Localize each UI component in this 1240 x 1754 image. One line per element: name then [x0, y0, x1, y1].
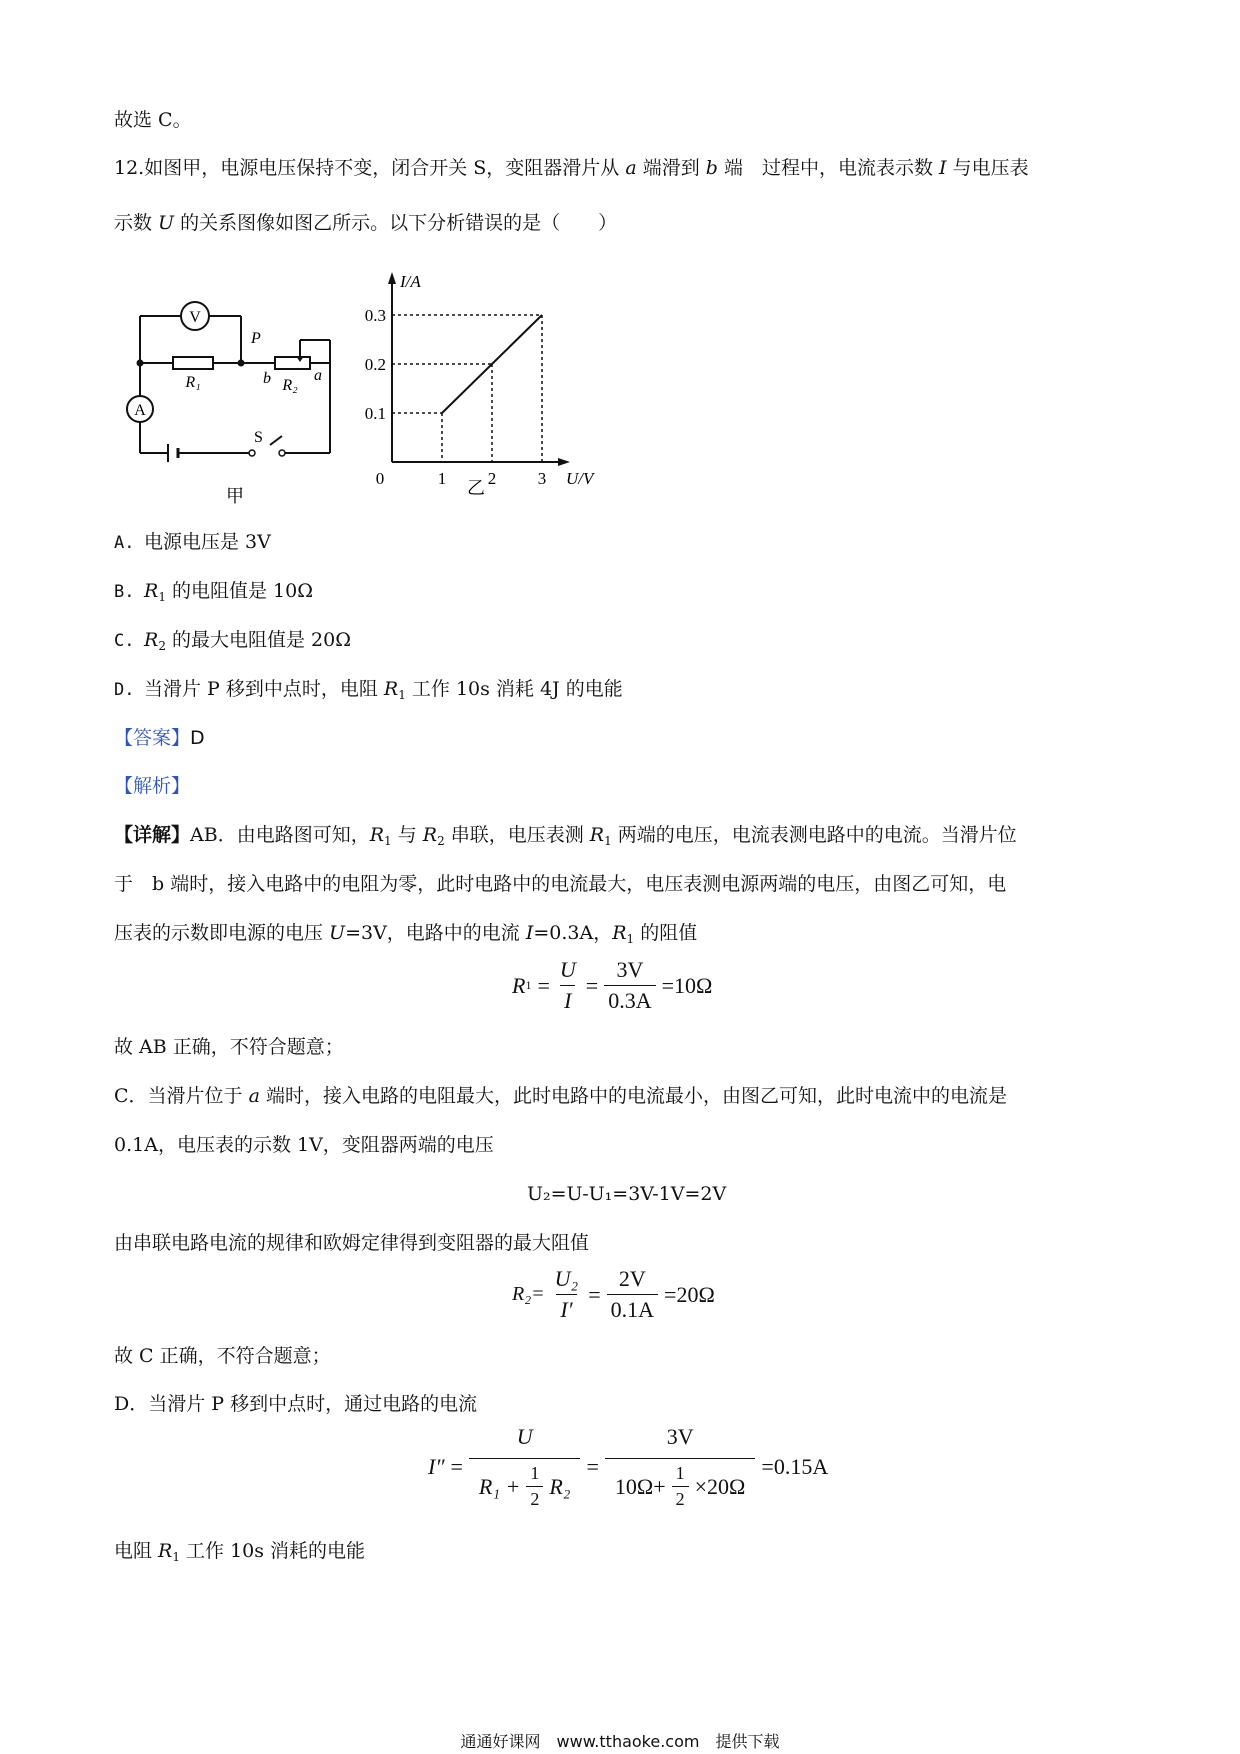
q-var-a: a — [625, 157, 637, 179]
frac-num: U — [559, 957, 576, 982]
frac-den: 0.3A — [604, 985, 655, 1014]
detail-c-line-2: 0.1A，电压表的示数 1V，变阻器两端的电压 — [114, 1134, 494, 1156]
option-letter: B. — [114, 582, 135, 602]
answer-line — [114, 727, 205, 750]
formula-eq: = — [537, 972, 550, 998]
formula-result: =20Ω — [664, 1281, 715, 1307]
frac-den — [605, 1458, 756, 1510]
analysis-line — [114, 775, 190, 798]
detail-label: 【详解】 — [114, 824, 191, 846]
ammeter-label: A — [134, 402, 146, 419]
circuit-caption: 甲 — [226, 486, 244, 506]
r1-label: R₁ — [185, 374, 201, 391]
detail-c-ok: 故 C 正确，不符合题意； — [114, 1345, 331, 1367]
frac-den: I — [560, 985, 575, 1014]
voltmeter-label: V — [189, 309, 201, 326]
x-axis-label: U/V — [566, 469, 594, 488]
formula-result: =10Ω — [661, 972, 713, 998]
slider-label: P — [251, 330, 261, 347]
fraction — [551, 1266, 583, 1323]
detail-c-line-1 — [114, 1085, 1007, 1108]
fraction — [607, 1266, 658, 1323]
option-d — [114, 678, 623, 702]
option-letter: C. — [114, 631, 135, 651]
q-var-u: U — [158, 212, 175, 234]
question-line-2 — [114, 212, 617, 235]
formula-result: =0.15A — [761, 1454, 829, 1479]
den-part: R₁ + — [478, 1473, 521, 1499]
option-text: 的最大电阻值是 20Ω — [165, 629, 351, 651]
q-text: 端滑到 — [636, 157, 706, 179]
frac-den: 2 — [672, 1486, 689, 1510]
circuit-diagram — [110, 270, 350, 510]
half-fraction — [672, 1463, 689, 1510]
detail-text: 的阻值 — [634, 922, 698, 944]
q-text: 的关系图像如图乙所示。以下分析错误的是（ ） — [174, 212, 618, 234]
y-tick-label: 0.3 — [364, 306, 386, 325]
option-var: R — [383, 678, 399, 700]
formula-eq: = — [450, 1454, 463, 1479]
detail-line-3: 压表的示数即电源的电压 U=3V，电路中的电流 I=0.3A，$R_1$ 的阻值 — [114, 922, 698, 946]
option-var: R — [144, 629, 159, 651]
detail-text: =3V，电路中的电流 — [345, 922, 526, 944]
den-part: 10Ω+ — [614, 1473, 666, 1499]
frac-num: 1 — [675, 1463, 685, 1483]
x-tick-label: 3 — [537, 469, 547, 488]
option-a — [114, 531, 271, 554]
formula-r2 — [512, 1266, 715, 1323]
r2-label: R₂ — [282, 377, 298, 394]
frac-num: 3V — [616, 957, 644, 982]
detail-line-2: 于 b 端时，接入电路中的电阻为零，此时电路中的电流最大，电压表测电源两端的电压，由图乙可知，电 — [114, 873, 1007, 895]
switch-label: S — [254, 429, 263, 446]
formula-sub: 1 — [525, 978, 532, 992]
den-part: ×20Ω — [694, 1473, 746, 1499]
q-text: 12.如图甲，电源电压保持不变，闭合开关 S，变阻器滑片从 — [114, 157, 626, 179]
formula-u2: U₂=U-U₁=3V-1V=2V — [527, 1183, 727, 1205]
option-letter: A. — [114, 533, 135, 553]
frac-num: 1 — [530, 1463, 540, 1483]
detail-text: 工作 10s 消耗的电能 — [180, 1540, 366, 1562]
option-sub: 2 — [158, 639, 166, 653]
y-tick-label: 0.1 — [364, 404, 386, 423]
question-line-1 — [114, 157, 1029, 180]
y-axis-label: I/A — [400, 272, 421, 291]
option-var: R — [144, 580, 159, 602]
frac-den: 0.1A — [607, 1294, 658, 1323]
detail-c-line-3: 由串联电路电流的规律和欧姆定律得到变阻器的最大阻值 — [114, 1232, 590, 1254]
detail-text: =0.3A， — [533, 922, 613, 944]
answer-value: D — [190, 727, 205, 749]
detail-var: a — [248, 1085, 260, 1107]
series-line — [442, 315, 542, 413]
formula-lhs: I″ — [428, 1454, 445, 1479]
option-text: 电源电压是 3V — [144, 531, 271, 553]
end-b-label: b — [263, 370, 271, 387]
option-b — [114, 580, 313, 604]
option-text: 的电阻值是 10Ω — [165, 580, 313, 602]
x-tick-label: 0 — [375, 469, 385, 488]
option-sub: 1 — [398, 688, 406, 702]
detail-text: 与 — [391, 824, 423, 846]
half-fraction — [526, 1463, 543, 1510]
formula-lhs: R₂= — [512, 1283, 545, 1305]
detail-line-1: 【详解】AB．由电路图可知，$R_1$ 与 $R_2$ 串联，电压表测 $R_1$ 两端的电压，电流表测电路中的电流。当滑片位 — [114, 824, 1017, 848]
end-a-label: a — [314, 367, 322, 384]
detail-ab-ok: 故 AB 正确，不符合题意； — [114, 1036, 344, 1058]
frac-den: I′ — [556, 1294, 576, 1323]
page-footer: 通通好课网 www.tthaoke.com 提供下载 — [460, 1732, 780, 1751]
detail-text: 端时，接入电路的电阻最大，此时电路中的电流最小，由图乙可知，此时电流中的电流是 — [259, 1085, 1007, 1107]
frac-num: 3V — [666, 1424, 694, 1449]
frac-num: U — [516, 1424, 533, 1449]
formula-eq: = — [585, 972, 599, 998]
analysis-label: 【解析】 — [114, 775, 191, 797]
x-tick-label: 2 — [487, 469, 497, 488]
fraction — [604, 957, 655, 1014]
fraction — [605, 1424, 756, 1510]
den-part: R₂ — [549, 1473, 571, 1499]
detail-text: 串联，电压表测 — [444, 824, 590, 846]
detail-text: C．当滑片位于 — [114, 1085, 249, 1107]
fraction — [556, 957, 580, 1014]
detail-text: 两端的电压，电流表测电路中的电流。当滑片位 — [611, 824, 1017, 846]
q-var-i: I — [939, 157, 947, 179]
frac-num: U₂ — [554, 1266, 579, 1291]
option-letter: D. — [114, 680, 135, 700]
formula-eq: = — [586, 1454, 599, 1479]
q-text: 端 过程中，电流表示数 — [717, 157, 940, 179]
y-tick-label: 0.2 — [364, 355, 386, 374]
q-text: 与电压表 — [946, 157, 1029, 179]
x-tick-label: 1 — [437, 469, 447, 488]
option-text: 当滑片 P 移到中点时，电阻 — [144, 678, 384, 700]
answer-label: 【答案】 — [114, 727, 191, 749]
graph-caption: 乙 — [467, 478, 485, 498]
option-text: 工作 10s 消耗 4J 的电能 — [405, 678, 623, 700]
detail-d-line-1: D．当滑片 P 移到中点时，通过电路的电流 — [114, 1393, 478, 1415]
q-var-b: b — [705, 157, 718, 179]
fraction — [469, 1424, 581, 1510]
formula-r1 — [512, 957, 712, 1014]
option-sub: 1 — [158, 590, 166, 604]
detail-var: I — [525, 922, 534, 944]
formula-current — [428, 1424, 828, 1510]
frac-den — [469, 1458, 581, 1510]
formula-lhs: R — [512, 972, 526, 998]
frac-den: 2 — [526, 1486, 543, 1510]
detail-text: 压表的示数即电源的电压 — [114, 922, 330, 944]
detail-text: AB．由电路图可知， — [190, 824, 370, 846]
option-c — [114, 629, 351, 653]
iu-graph — [352, 262, 612, 512]
detail-d-line-2: 电阻 $R_1$ 工作 10s 消耗的电能 — [114, 1540, 366, 1564]
intro-line: 故选 C。 — [114, 109, 192, 131]
formula-eq: = — [588, 1281, 601, 1307]
detail-var: U — [329, 922, 346, 944]
q-text: 示数 — [114, 212, 159, 234]
frac-num: 2V — [618, 1266, 646, 1291]
